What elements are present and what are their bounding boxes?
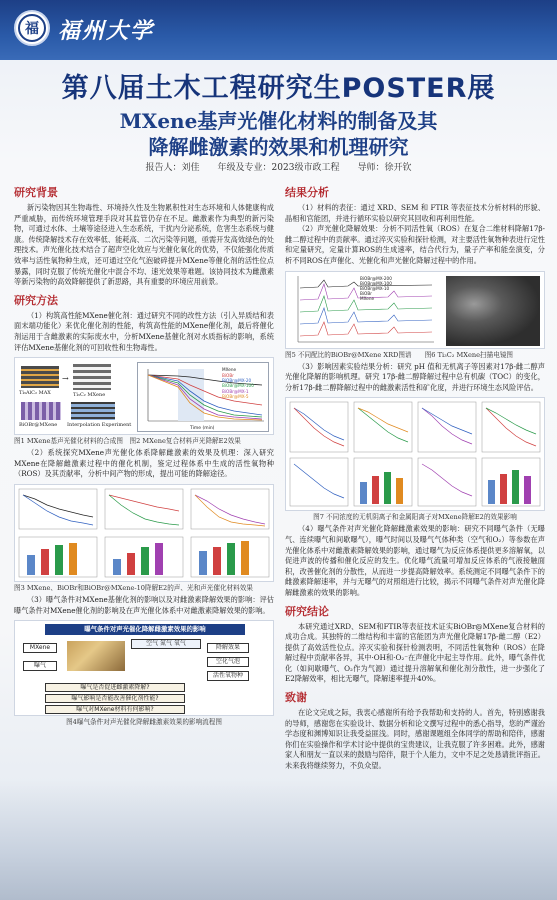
flow-question-2: 曝气影响是否能改善催化剂性能? (45, 694, 185, 703)
flow-question-1: 曝气是否促进雌激素降解? (45, 683, 185, 692)
sem-image (446, 276, 540, 346)
figure-1-2-caption: 图1 MXene基声光催化材料的合成图 图2 MXene复合材料声光降解E2效果 (14, 437, 241, 446)
logo-emblem: 福 (18, 14, 46, 42)
author-line: 报告人：刘佳 年级及专业：2023级市政工程 导师：徐开钦 (145, 163, 412, 173)
legend-item: BiOBr@MX-100 (360, 280, 392, 286)
poster-title-line2: 降解雌激素的效果和机理研究 (148, 135, 409, 159)
label-biobr-mxene: BiOBr@MXene (19, 422, 58, 429)
panel-e (105, 537, 183, 577)
legend-item: BiOBr@MX-5 (222, 394, 249, 400)
method-text-3: （3）曝气条件对MXene基催化剂的影响以及对雌激素降解效果的影响：评估曝气条件对MXene催化剂的影响及在声光催化体系中对雌激素降解效果的影响。 (14, 594, 274, 615)
flow-node-aeration: 曝气 (23, 661, 57, 671)
section-heading-conclusion: 研究结论 (285, 604, 329, 618)
panel-b (105, 489, 183, 529)
ion-panel-3 (418, 402, 476, 452)
figure-7 (285, 397, 545, 511)
school-name: 福州大学 (58, 18, 155, 44)
figure-4-caption: 图4曝气条件对声光催化降解雌激素效果的影响流程图 (66, 718, 222, 727)
result-text-4: （4）曝气条件对声光催化降解雌激素效果的影响：研究不同曝气条件（无曝气、连续曝气和间歇曝气），曝气时间以及曝气气体种类（空气和O₂）等参数在声光催化体系中对雌激素降解效果的影响，通过曝气为反应体系提供更多溶解氧，以促进声波的传播和催化反应的发生。优化曝气流量可增加反应体系的气液接触面积，改善催化剂的分散性，从而进一步提高降解效率。系统测定不同曝气条件下的雌激素降解速率，并与无曝气的对照组进行比较，揭示不同曝气条件对声光催化降解雌激素的效果的影响。 (285, 524, 545, 597)
section-heading-thanks: 致谢 (285, 691, 307, 705)
result-text-1: （1）材料的表征：通过 XRD、SEM 和 FTIR 等表征技术分析材料的形貌、晶相和官能团，并进行循环实验以研究其回收和再利用性能。 (285, 203, 545, 223)
max-stack-illustration (21, 366, 59, 388)
flow-node-mxene: MXene (23, 643, 57, 653)
arrow-icon: → (62, 374, 69, 384)
legend-item: BiOBr (360, 291, 372, 297)
xrd-legend (360, 276, 392, 302)
legend-item: BiOBr@MX-100 (222, 383, 254, 389)
ion-panel-6 (354, 458, 412, 506)
ion-panel-2 (354, 402, 412, 452)
method-text-1: （1）构筑高性能MXene催化剂：通过研究不同的改性方法（引入异质结和表面末端功能化）来优化催化剂的性能，构筑高性能的MXene催化剂，最后将催化剂运用于含雌激素的实际废水中，分析MXene基催化剂对水质指标的影响，系统评估MXene基催化剂的可回收性和生物毒性。 (14, 310, 274, 352)
figure-5-6-caption: 图5 不同配比的BiOBr@MXene XRD图谱 图6 Ti₃C₂ MXene扫描电镜图 (285, 350, 514, 359)
legend-item: MXene (222, 367, 237, 373)
flow-node-degradation: 降解效果 (207, 643, 249, 653)
section-heading-background: 研究背景 (14, 186, 58, 199)
flow-node-cavitation: 空化气泡 (207, 657, 249, 667)
ion-panel-7 (418, 458, 476, 506)
event-title: 第八届土木工程研究生POSTER展 (61, 73, 496, 104)
result-text-3: （3）影响因素实验结果分析：研究 pH 值和无机离子等因素对17β-雌二醇声光催化降解的影响机理。研究 17β-雌二醇降解过程中总有机碳（TOC）的变化，分析17β-雌二醇降解过程中的雌激素活性和矿化度，并进行环境生态风险评估。 (285, 361, 545, 392)
figure-3-panels (15, 485, 273, 581)
label-mxene: Ti₃C₂ MXene (73, 392, 106, 399)
header-banner (0, 0, 557, 60)
ion-panel-8 (482, 458, 540, 506)
result-text-2: （2）声光催化降解效果：分析不同活性氧（ROS）在复合二维材料降解17β-雌二醇过程中的贡献率。通过淬灭实验和探针检测，对主要活性氧物种表进行定性和定量研究，定量计算ROS的生成速率，结合代行为，量子产率和能垒演变，分析不同ROS在声催化、光催化和声光催化降解过程中的作用。 (285, 224, 545, 265)
figure-7-panels (286, 398, 544, 510)
flow-node-gases: 空气 氮气 氧气 (131, 639, 201, 649)
poster-title-line1: MXene基声光催化材料的制备及其 (119, 109, 438, 133)
interpolation-illustration (71, 402, 115, 420)
figure-7-caption: 图7 不同浓度的无机阴离子和金属阳离子对MXene降解E2的效果影响 (313, 513, 517, 522)
poster-title (0, 108, 557, 160)
right-column (285, 180, 545, 772)
figure-3 (14, 484, 274, 582)
flowchart-title: 曝气条件对声光催化降解雌激素效果的影响 (45, 624, 245, 635)
ion-panel-5 (290, 458, 348, 506)
section-heading-results: 结果分析 (285, 186, 329, 199)
mxene-stack-illustration (73, 364, 111, 390)
figure-3-caption: 图3 MXene、BiOBr和BiOBr@MXene-10降解E2的声、光和声光催化材料效果 (14, 583, 253, 592)
legend-item: MXene (360, 296, 375, 302)
campus-backdrop (0, 780, 557, 900)
degradation-chart (137, 362, 269, 432)
thanks-text: 在论文完成之际，我衷心感谢所有给予我帮助和支持的人。首先，特别感谢我的导师，感谢您在实验设计、数据分析和论文撰写过程中的悉心指导，您的严谨治学态度和渊博知识让我受益匪浅。同时，感谢课题组全体同学的帮助和陪伴，感谢你们在实验操作和学术讨论中提供的宝贵建议，让我克服了许多困难。此外，感谢家人和朋友一直以来的鼓励与陪伴，限于个人能力，文中不足之处恳请批评指正。未来我将继续努力，不负众望。 (285, 708, 545, 771)
panel-d (19, 537, 97, 577)
ion-panel-4 (482, 402, 540, 452)
figure-4-flowchart (14, 620, 274, 716)
panel-c (191, 489, 269, 529)
x-axis-label: Time (min) (190, 426, 215, 432)
xrd-pattern-1 (300, 322, 432, 336)
figure-1-2 (14, 357, 274, 435)
section-heading-method: 研究方法 (14, 293, 58, 307)
flow-node-ros: 活性氧物种 (207, 671, 249, 681)
flow-question-3: 曝气对MXene材料有何影响? (45, 705, 185, 714)
panel-f (191, 537, 269, 577)
legend-item: BiOBr@MX-20 (222, 377, 252, 383)
xrd-pattern-2 (300, 308, 432, 324)
figure-5-6 (285, 271, 545, 349)
legend-item: BiOBr@MX-1 (222, 388, 249, 394)
university-logo (14, 10, 50, 46)
method-text-2: （2）系统探究MXene声光催化体系降解雌激素的效果及机理：深入研究MXene在降解雌激素过程中的催化机制，鉴定过程体系中生成的活性氧物种（ROS）及其贡献率，分析中间产物的形成，提出可能的降解途径。 (14, 448, 274, 479)
label-max: Ti₃AlC₂ MAX (19, 390, 51, 397)
conclusion-text: 本研究通过XRD、SEM和FTIR等表征技术证实BiOBr@MXene复合材料的成功合成。其独特的二维结构和丰富的官能团为声光催化降解17β-雌二醇（E2）提供了高效活性位点。淬灭实验和探针检测表明，不同活性氧物种（ROS）在降解过程中贡献率各异，其中·OH和·O₂⁻在声催化中起主导作用。此外，曝气条件优化（如间歇曝气、O₂作为气源）通过提升溶解氧和催化剂分散性，进一步强化了E2降解效率，相比无曝气，降解速率提升40%。 (285, 621, 545, 684)
legend-item: BiOBr@MX-200 (360, 275, 392, 281)
panel-a (19, 489, 97, 529)
legend-item: BiOBr (222, 372, 234, 378)
label-interpolation: Interpolation Experiment (67, 422, 132, 429)
biobr-illustration (21, 402, 61, 420)
legend (222, 367, 254, 399)
ion-panel-1 (290, 402, 348, 452)
mxene-block-illustration (67, 641, 125, 671)
left-column (14, 180, 274, 729)
legend-item: BiOBr@MX-10 (360, 285, 390, 291)
background-text: 新污染物因其生物毒性、环境持久性及生物累积性对生态环境和人体健康构成严重威胁，而传统环境管理手段对其监管仍存在不足。雌激素作为典型的新污染物，可通过水体、土壤等途径进入生态系统，干扰内分泌系统，危害生态系统与健康。传统降解技术存在效率低、能耗高、二次污染等问题，亟需开发高效绿色的处理技术。声光催化技术结合了超声空化效应与光催化氧化的优势，不仅能强化传质效率与活性氧物种生成，还可通过空化气泡破碎提升MXene等催化剂的活性位点暴露，同时克服了传统光催化中混合不均、速光效果等难题。该协同技术为雌激素等新污染物的高效降解提供了新思路，具有重要的环境应用前景。 (14, 203, 274, 287)
